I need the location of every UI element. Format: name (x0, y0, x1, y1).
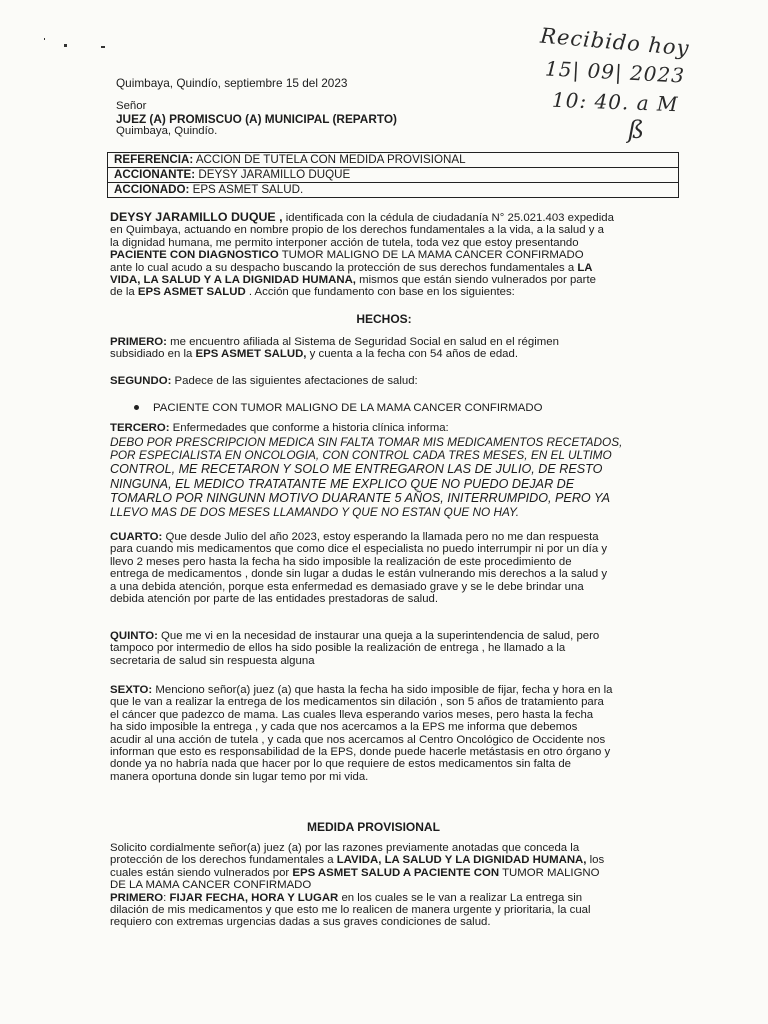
medida-text: cuales están siendo vulnerados por (110, 866, 293, 879)
accionado-row (108, 183, 679, 198)
quinto-label: QUINTO: (110, 630, 158, 642)
quinto-line: secretaria de salud sin respuesta alguna (110, 654, 315, 667)
accionante-row (108, 168, 679, 183)
primero-text: me encuentro afiliada al Sistema de Seguridad Social en salud en el régimen (166, 336, 559, 348)
sexto-line: el cáncer que padezco de mama. Las cuales lleva esperando varios meses, pero hasta la fecha (110, 708, 594, 721)
segundo-text: Padece de las siguientes afectaciones de salud: (171, 375, 418, 387)
cuarto-line: entrega de medicamentos , donde sin lugar a dudas le están vulnerando mis derechos a la salud y (110, 568, 608, 581)
handwritten-received: Recibido hoy (539, 23, 691, 61)
hechos-heading: HECHOS: (356, 312, 412, 326)
reference-value: ACCION DE TUTELA CON MEDIDA PROVISIONAL (195, 153, 466, 166)
intro-text: mismos que están siendo vulnerados por parte (355, 274, 596, 287)
intro-paragraph (110, 211, 668, 299)
intro-text: de la (110, 286, 138, 299)
accionante-label: ACCIONANTE: (114, 168, 196, 181)
tercero-text: Enfermedades que conforme a historia clínica informa: (169, 422, 449, 434)
tercero-paragraph (110, 422, 668, 434)
eps-name: EPS ASMET SALUD, (195, 348, 307, 361)
reference-label: REFERENCIA: (114, 153, 194, 166)
intro-line (110, 249, 668, 261)
cuarto-line: llevo 2 meses pero hasta la fecha ha sido imposible la realización de este procedimiento de (110, 555, 572, 568)
plaintiff-name: DEYSY JARAMILLO DUQUE , (110, 210, 283, 224)
sexto-label: SEXTO: (110, 684, 153, 696)
segundo-paragraph (110, 375, 668, 387)
rights-bold: LA (577, 261, 593, 274)
sexto-line: ha sido imposible la entrega , y cada que nos acercamos a la EPS me informa que debemos (110, 721, 578, 734)
rights-bold: LAVIDA, LA SALUD Y LA DIGNIDAD HUMANA, (336, 854, 587, 867)
scan-mark (44, 38, 45, 40)
medida-line: DE LA MAMA CANCER CONFIRMADO (110, 879, 312, 892)
bullet-icon (134, 405, 139, 410)
quote-line: NINGUNA, EL MEDICO TRATATANTE ME EXPLICO QUE NO PUEDO DEJAR DE (110, 476, 575, 491)
intro-text: ante lo cual acudo a su despacho buscando la protección de sus derechos fundamentales a (110, 261, 578, 274)
sexto-line: que le van a realizar la entrega de los medicamentos sin dilación , son 5 años de tratamiento para (110, 696, 604, 709)
medida-text: los (586, 854, 605, 867)
sexto-text: Menciono señor(a) juez (a) que hasta la fecha ha sido imposible de fijar, fecha y hora en la (152, 684, 613, 696)
quinto-paragraph (110, 630, 668, 667)
reference-row (108, 153, 679, 168)
cuarto-line (110, 531, 668, 543)
tercero-label: TERCERO: (110, 422, 170, 434)
intro-line: en Quimbaya, actuando en nombre propio de los derechos fundamentales a la vida, a la salud y a (110, 224, 604, 237)
cuarto-paragraph (110, 531, 668, 605)
sexto-line: manera oportuna donde sin lugar temo por mi vida. (110, 770, 369, 783)
accionado-cell (108, 183, 679, 198)
cuarto-line: a una debida atención, porque esta enfermedad es demasiado grave y se le debe brindar una (110, 580, 584, 593)
scan-mark (64, 44, 67, 47)
accionado-value: EPS ASMET SALUD. (192, 183, 304, 196)
cuarto-text: Que desde Julio del año 2023, estoy esperando la llamada pero no me dan respuesta (162, 531, 599, 543)
cuarto-line: para cuando mis medicamentos que como dice el especialista no puedo interrumpir ni por un día y (110, 543, 608, 556)
salutation: Señor (116, 100, 147, 112)
sexto-line: informan que esto es responsabilidad de la EPS, donde puede hacerle metástasis en otro órgano y (110, 746, 611, 759)
addressee-city: Quimbaya, Quindío. (116, 125, 218, 137)
sexto-paragraph (110, 684, 668, 783)
sexto-line (110, 684, 668, 696)
intro-text: identificada con la cédula de ciudadanía N° 25.021.403 expedida (282, 212, 614, 224)
handwritten-date: 15| 09| 2023 (544, 56, 686, 88)
quote-line: LLEVO MAS DE DOS MESES LLAMANDO Y QUE NO ESTAN QUE NO HAY. (110, 504, 520, 519)
diagnosis-bullet (134, 402, 542, 414)
primero-line (110, 348, 668, 360)
medida-line: dilación de mis medicamentos y que esto me lo realicen de manera urgente y prioritaria, la cual (110, 904, 591, 917)
medida-text: en los cuales se le van a realizar La entrega sin (338, 891, 583, 904)
primero-line (110, 336, 668, 348)
medida-primero-label: PRIMERO (110, 891, 164, 904)
segundo-label: SEGUNDO: (110, 375, 172, 387)
reference-cell (108, 153, 679, 168)
medida-line (110, 854, 668, 866)
intro-text: . Acción que fundamento con base en los siguientes: (245, 286, 515, 299)
quinto-text: Que me vi en la necesidad de instaurar una queja a la superintendencia de salud, pero (157, 630, 600, 642)
medida-request-bold: FIJAR FECHA, HORA Y LUGAR (169, 891, 339, 904)
quote-line: TOMARLO POR NINGUNN MOTIVO DUARANTE 5 AÑOS, INITERRUMPIDO, PERO YA (110, 491, 611, 506)
tercero-line (110, 422, 668, 434)
quote-line: POR ESPECIALISTA EN ONCOLOGIA, CON CONTROL CADA TRES MESES, EN EL ULTIMO (110, 448, 612, 463)
addressee: JUEZ (A) PROMISCUO (A) MUNICIPAL (REPARTO) (116, 112, 397, 126)
quinto-line (110, 630, 668, 642)
primero-text: subsidiado en la (110, 348, 196, 361)
quinto-line: tampoco por intermedio de ellos ha sido posible la realización de entrega , he llamado a la (110, 642, 566, 655)
quote-line: CONTROL, ME RECETARON Y SOLO ME ENTREGARON LAS DE JULIO, DE RESTO (110, 462, 603, 477)
clinical-history-quote (110, 436, 668, 519)
diagnosis-text: TUMOR MALIGNO DE LA MAMA CANCER CONFIRMADO (278, 249, 584, 262)
sexto-line: acudir al una acción de tutela , y cada que nos acercamos al Centro Oncológico de Occidente nos (110, 733, 606, 746)
medida-line (110, 867, 668, 879)
medida-line (110, 892, 668, 904)
intro-line (110, 211, 668, 224)
medida-text: : (163, 891, 170, 904)
cuarto-label: CUARTO: (110, 531, 163, 543)
rights-bold: VIDA, LA SALUD Y A LA DIGNIDAD HUMANA, (110, 274, 356, 287)
handwritten-time: 10: 40. a M (551, 87, 679, 117)
primero-label: PRIMERO: (110, 336, 167, 348)
quote-line: DEBO POR PRESCRIPCION MEDICA SIN FALTA TOMAR MIS MEDICAMENTOS RECETADOS, (110, 435, 623, 449)
medida-text: TUMOR MALIGNO (499, 866, 600, 879)
diagnosis-label: PACIENTE CON DIAGNOSTICO (110, 249, 279, 262)
intro-line (110, 274, 668, 286)
sexto-line: donde ya no habría nada que hacer por lo que requiere de estos medicamentos sin falta de (110, 758, 571, 771)
cuarto-line: debida atención por parte de las entidades prestadoras de salud. (110, 593, 439, 606)
reference-table (107, 152, 679, 198)
accionado-label: ACCIONADO: (114, 183, 190, 196)
medida-text: protección de los derechos fundamentales a (110, 854, 337, 867)
medida-line: requiero con extremas urgencias dadas a sus graves condiciones de salud. (110, 916, 491, 929)
accionante-cell (108, 168, 679, 183)
intro-line: la dignidad humana, me permito interponer acción de tutela, toda vez que estoy presentando (110, 236, 579, 249)
handwritten-initials: ß (628, 116, 646, 144)
accionante-value: DEYSY JARAMILLO DUQUE (198, 168, 351, 181)
intro-line (110, 286, 668, 298)
eps-name: EPS ASMET SALUD (137, 286, 246, 299)
segundo-line (110, 375, 668, 387)
medida-heading: MEDIDA PROVISIONAL (307, 820, 440, 834)
scan-mark (101, 46, 105, 48)
primero-paragraph (110, 336, 668, 361)
place-date: Quimbaya, Quindío, septiembre 15 del 2023 (116, 76, 348, 90)
medida-paragraph (110, 842, 668, 929)
eps-bold: EPS ASMET SALUD A PACIENTE CON (292, 866, 500, 879)
primero-text: y cuenta a la fecha con 54 años de edad. (306, 348, 518, 361)
bullet-text: PACIENTE CON TUMOR MALIGNO DE LA MAMA CANCER CONFIRMADO (153, 402, 543, 414)
medida-line: Solicito cordialmente señor(a) juez (a) por las razones previamente anotadas que conceda la (110, 842, 580, 854)
intro-line (110, 262, 668, 274)
